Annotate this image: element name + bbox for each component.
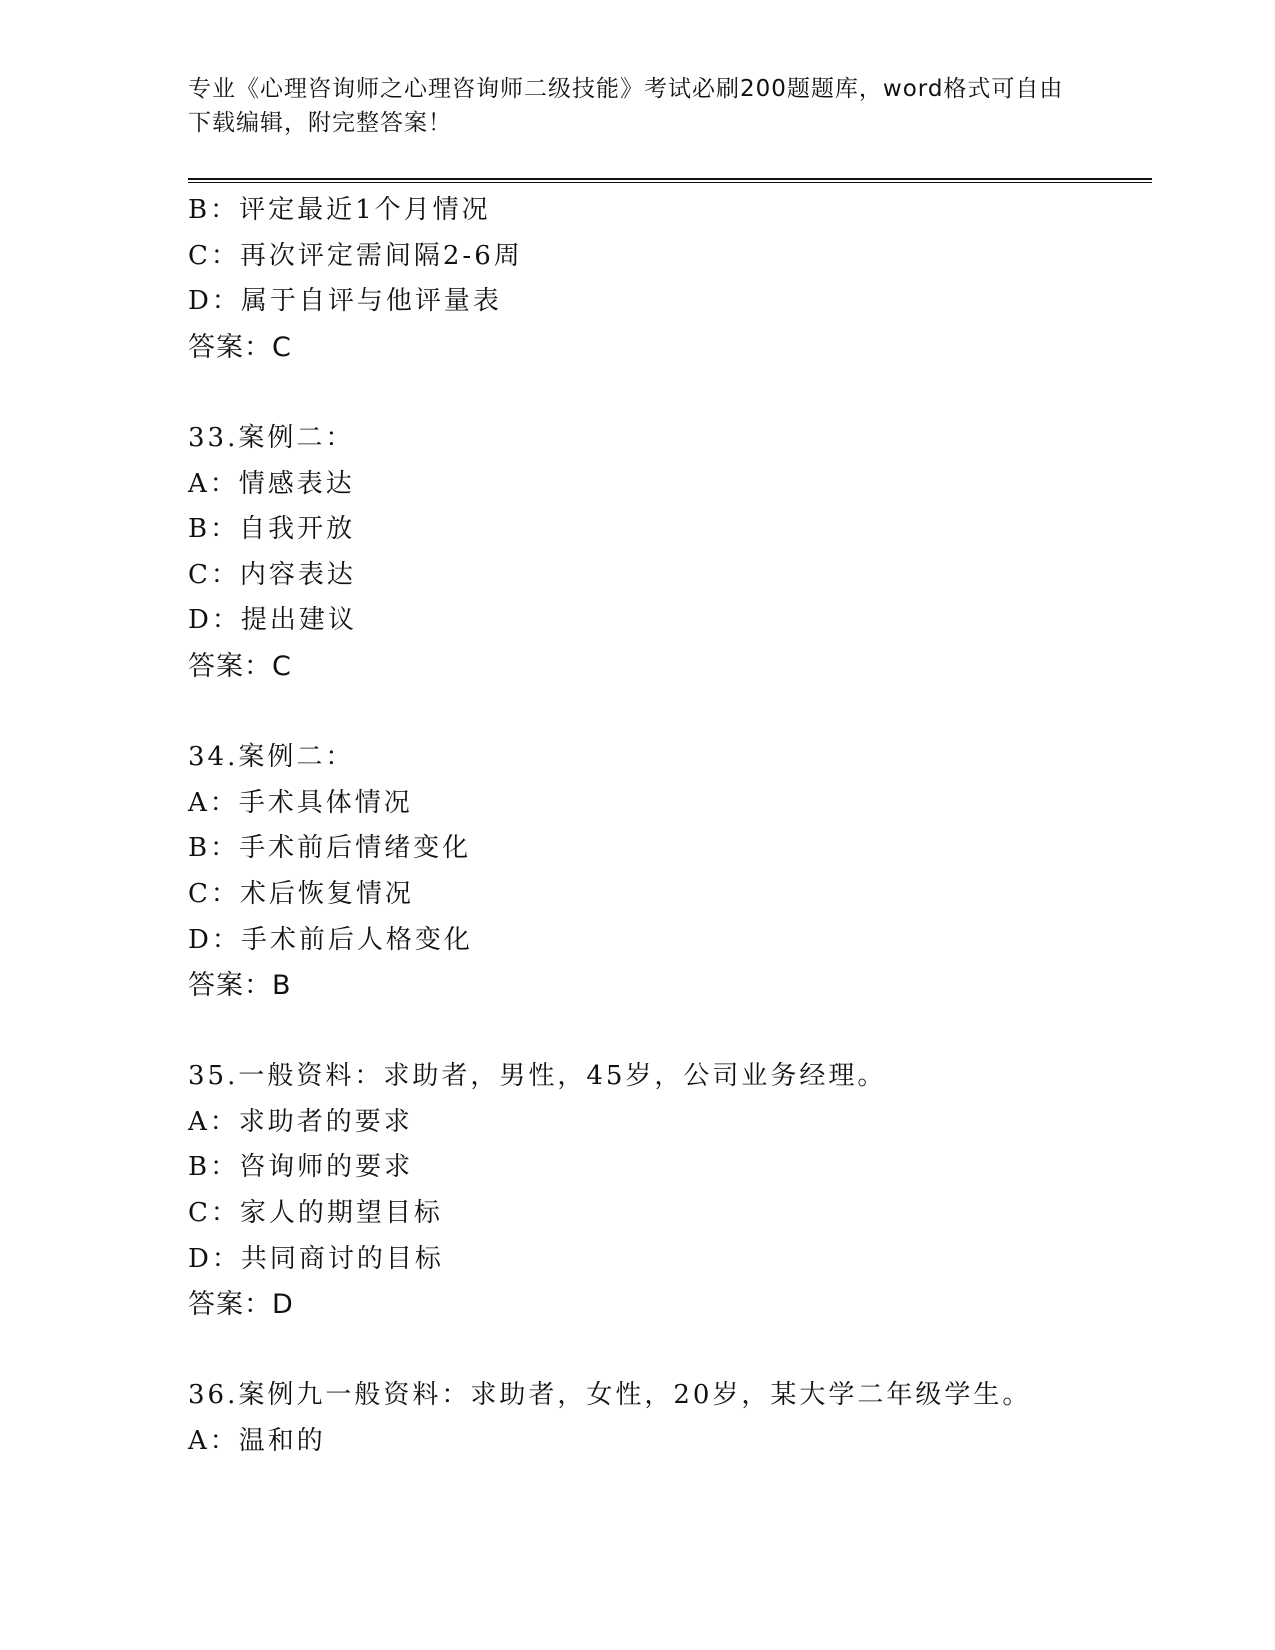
option-line: C：家人的期望目标 bbox=[188, 1198, 443, 1229]
option-line: A：求助者的要求 bbox=[188, 1106, 413, 1137]
question-line: 33.案例二： bbox=[188, 422, 355, 453]
question-line: 34.案例二： bbox=[188, 742, 355, 773]
option-line: B：自我开放 bbox=[188, 514, 356, 545]
option-line: B：评定最近1个月情况 bbox=[188, 195, 491, 225]
spacer bbox=[188, 1328, 1152, 1374]
question-line: 36.案例九一般资料：求助者，女性，20岁，某大学二年级学生。 bbox=[188, 1380, 1032, 1411]
option-line: A：温和的 bbox=[188, 1426, 326, 1457]
answer-line: 答案：C bbox=[188, 650, 292, 682]
question-list bbox=[188, 188, 1152, 1465]
question-block bbox=[188, 1373, 1152, 1464]
option-line: C：再次评定需间隔2-6周 bbox=[188, 240, 523, 271]
option-line: D：提出建议 bbox=[188, 605, 357, 636]
question-block bbox=[188, 735, 1152, 1009]
question-line: 35.一般资料：求助者，男性，45岁，公司业务经理。 bbox=[188, 1061, 887, 1092]
question-block bbox=[188, 416, 1152, 690]
question-block bbox=[188, 188, 1152, 370]
spacer bbox=[188, 690, 1152, 736]
option-line: C：内容表达 bbox=[188, 559, 356, 590]
option-line: C：术后恢复情况 bbox=[188, 878, 414, 909]
answer-line: 答案：D bbox=[188, 1289, 294, 1321]
page-header: 专业《心理咨询师之心理咨询师二级技能》考试必刷200题题库，word格式可自由下载编辑，附完整答案！ bbox=[188, 76, 1064, 136]
option-line: D：共同商讨的目标 bbox=[188, 1243, 444, 1274]
header-divider bbox=[188, 178, 1152, 183]
option-line: D：属于自评与他评量表 bbox=[188, 286, 502, 317]
option-line: A：手术具体情况 bbox=[188, 787, 413, 818]
spacer bbox=[188, 370, 1152, 416]
question-block bbox=[188, 1054, 1152, 1328]
option-line: B：咨询师的要求 bbox=[188, 1152, 414, 1183]
answer-line: 答案：C bbox=[188, 331, 292, 363]
option-line: D：手术前后人格变化 bbox=[188, 924, 473, 955]
answer-line: 答案：B bbox=[188, 970, 292, 1002]
spacer bbox=[188, 1009, 1152, 1055]
option-line: A：情感表达 bbox=[188, 468, 355, 499]
option-line: B：手术前后情绪变化 bbox=[188, 833, 472, 864]
